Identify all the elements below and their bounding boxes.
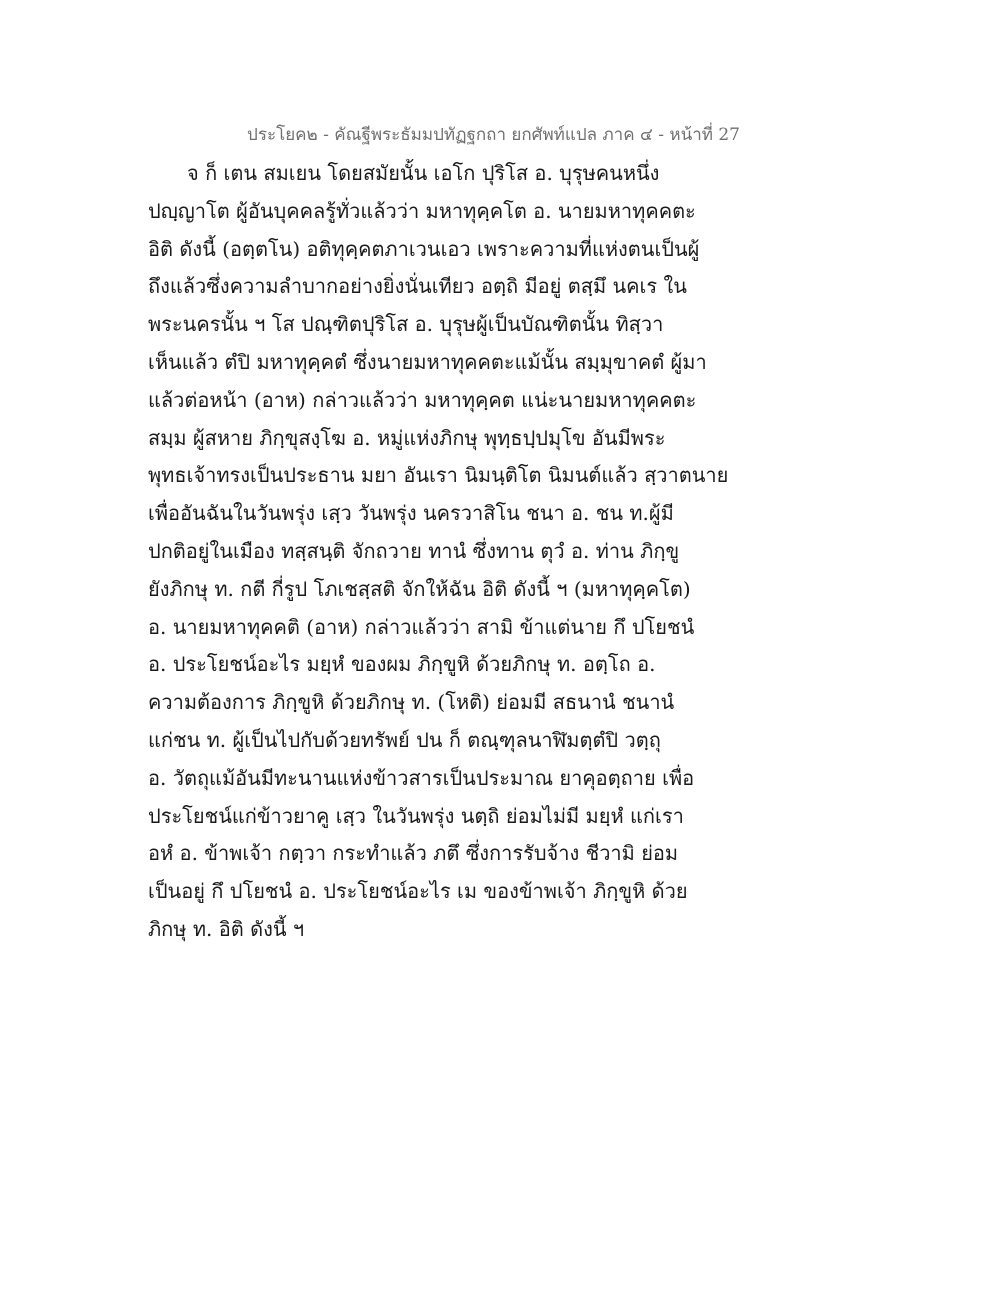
- text-line-19: อหํ อ. ข้าพเจ้า กตฺวา กระทำแล้ว ภตึ ซึ่งการรับจ้าง ชีวามิ ย่อม: [148, 841, 679, 866]
- text-line-1: จ ก็ เตน สมเยน โดยสมัยนั้น เอโก ปุริโส อ. บุรุษคนหนึ่ง: [187, 161, 660, 185]
- text-line-16: แก่ชน ท. ผู้เป็นไปกับด้วยทรัพย์ ปน ก็ ตณฺฑุลนาฬิมตฺตํปิ วตฺถุ: [148, 727, 661, 752]
- text-line-4: ถึงแล้วซึ่งความลำบากอย่างยิ่งนั่นเทียว อตฺถิ มีอยู่ ตสฺมึ นคเร ใน: [148, 274, 687, 299]
- text-line-15: ความต้องการ ภิกฺขูหิ ด้วยภิกษุ ท. (โหติ) ย่อมมี สธนานํ ชนานํ: [148, 690, 675, 715]
- text-line-9: พุทธเจ้าทรงเป็นประธาน มยา อันเรา นิมนฺติโต นิมนต์แล้ว สฺวาตนาย: [148, 463, 729, 488]
- text-line-13: อ. นายมหาทุคคติ (อาห) กล่าวแล้วว่า สามิ ข้าแต่นาย กึ ปโยชนํ: [148, 614, 695, 639]
- text-line-5: พระนครนั้น ฯ โส ปณฺฑิตปุริโส อ. บุรุษผู้เป็นบัณฑิตนั้น ทิสฺวา: [148, 312, 664, 337]
- text-line-11: ปกติอยู่ในเมือง ทสฺสนฺติ จักถวาย ทานํ ซึ่งทาน ตุวํ อ. ท่าน ภิกฺขู: [148, 538, 680, 563]
- text-line-20: เป็นอยู่ กึ ปโยชนํ อ. ประโยชน์อะไร เม ของข้าพเจ้า ภิกฺขูหิ ด้วย: [148, 879, 688, 904]
- text-line-7: แล้วต่อหน้า (อาห) กล่าวแล้วว่า มหาทุคฺคต แน่ะนายมหาทุคคตะ: [148, 387, 697, 412]
- text-line-14: อ. ประโยชน์อะไร มยฺหํ ของผม ภิกฺขูหิ ด้วยภิกษุ ท. อตฺโถ อ.: [148, 652, 656, 677]
- text-line-10: เพื่ออันฉันในวันพรุ่ง เสฺว วันพรุ่ง นครวาสิโน ชนา อ. ชน ท.ผู้มี: [148, 501, 674, 526]
- text-line-17: อ. วัตถุแม้อันมีทะนานแห่งข้าวสารเป็นประมาณ ยาคุอตฺถาย เพื่อ: [148, 765, 695, 790]
- text-line-6: เห็นแล้ว ตํปิ มหาทุคฺคตํ ซึ่งนายมหาทุคคตะแม้นั้น สมฺมุขาคตํ ผู้มา: [148, 349, 707, 374]
- text-line-12: ยังภิกษุ ท. กตี กี่รูป โภเชสฺสติ จักให้ฉัน อิติ ดังนี้ ฯ (มหาทุคฺคโต): [148, 576, 691, 601]
- text-line-21: ภิกษุ ท. อิติ ดังนี้ ฯ: [148, 916, 305, 941]
- text-line-3: อิติ ดังนี้ (อตฺตโน) อติทุคฺคตภาเวนเอว เพราะความที่แห่งตนเป็นผู้: [148, 236, 700, 261]
- page-header: ประโยค๒ - คัณฐีพระธัมมปทัฏฐกถา ยกศัพท์แปล ภาค ๔ - หน้าที่ 27: [247, 125, 740, 145]
- text-line-18: ประโยชน์แก่ข้าวยาคู เสฺว ในวันพรุ่ง นตฺถิ ย่อมไม่มี มยฺหํ แก่เรา: [148, 803, 684, 828]
- text-line-2: ปญฺญาโต ผู้อันบุคคลรู้ทั่วแล้วว่า มหาทุคฺคโต อ. นายมหาทุคคตะ: [148, 198, 696, 223]
- text-line-8: สมฺม ผู้สหาย ภิกฺขุสงฺโฆ อ. หมู่แห่งภิกษุ พุทฺธปฺปมุโข อันมีพระ: [148, 425, 666, 450]
- body-text: [148, 155, 728, 949]
